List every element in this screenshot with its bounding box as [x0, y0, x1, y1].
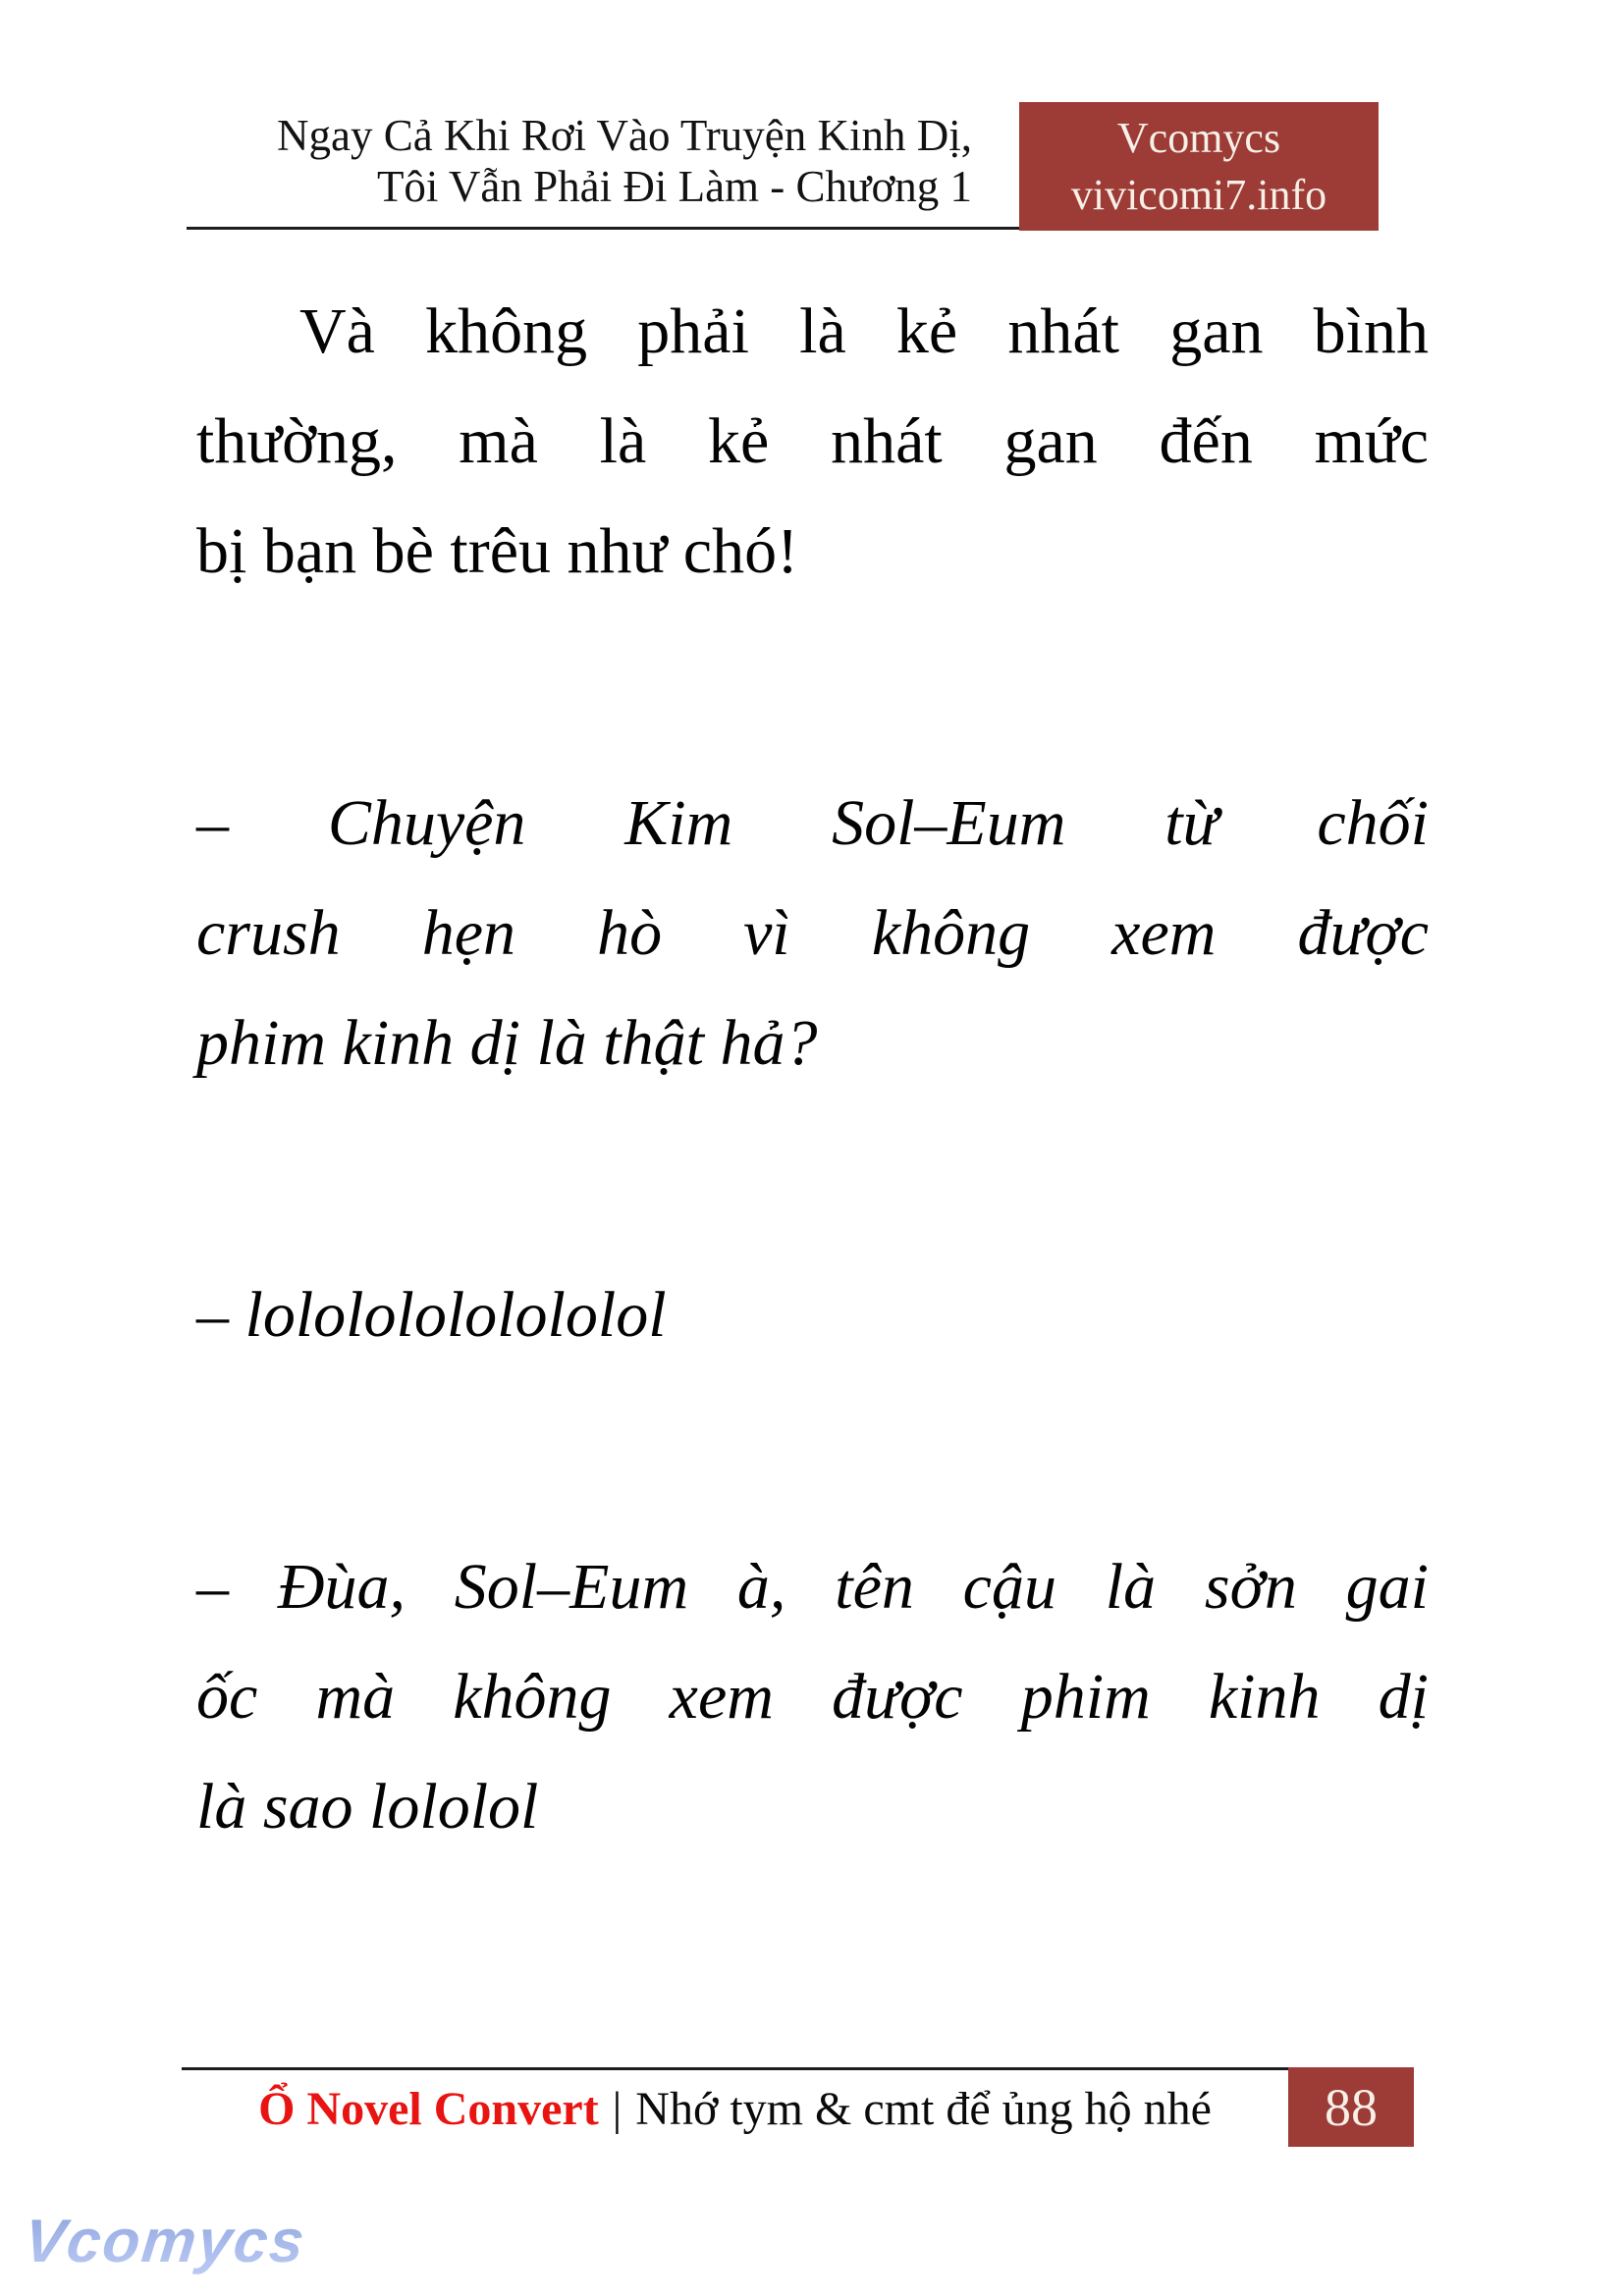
vcomycs-watermark-logo: Vcomycs [21, 2208, 309, 2275]
text-line: ốc mà không xem được phim kinh dị [196, 1661, 1429, 1733]
brand-name: Ổ Novel Convert [258, 2083, 599, 2135]
text-line: là sao lololol [196, 1771, 539, 1842]
footer-separator: | [612, 2083, 623, 2135]
paragraph-3 [196, 1260, 1429, 1370]
footer-credit [182, 2079, 1288, 2140]
page-number-badge [1288, 2067, 1414, 2147]
text-line: Và không phải là kẻ nhát gan bình [299, 295, 1429, 367]
site-badge [1019, 102, 1379, 231]
text-line: – Chuyện Kim Sol–Eum từ chối [196, 787, 1429, 859]
chapter-title [196, 110, 972, 212]
site-url: vivicomi7.info [1070, 170, 1327, 219]
header-divider [187, 227, 1019, 230]
site-name: Vcomycs [1116, 113, 1281, 162]
text-line: – Đùa, Sol–Eum à, tên cậu là sởn gai [196, 1551, 1429, 1623]
text-line: bị bạn bè trêu như chó! [196, 515, 799, 587]
footer-divider [182, 2067, 1288, 2070]
text-line: crush hẹn hò vì không xem được [196, 897, 1429, 969]
chapter-title-line-2: Tôi Vẫn Phải Đi Làm - Chương 1 [376, 162, 972, 211]
text-line: phim kinh dị là thật hả? [196, 1007, 818, 1079]
chapter-text [196, 277, 1429, 2024]
support-note: Nhớ tym & cmt để ủng hộ nhé [635, 2083, 1212, 2135]
text-line: thường, mà là kẻ nhát gan đến mức [196, 405, 1429, 477]
paragraph-4 [196, 1532, 1429, 1862]
chapter-title-line-1: Ngay Cả Khi Rơi Vào Truyện Kinh Dị, [277, 111, 972, 160]
paragraph-1 [196, 277, 1429, 607]
page-number: 88 [1325, 2077, 1378, 2137]
text-line: – lolololololololol [196, 1279, 667, 1351]
paragraph-2 [196, 769, 1429, 1098]
